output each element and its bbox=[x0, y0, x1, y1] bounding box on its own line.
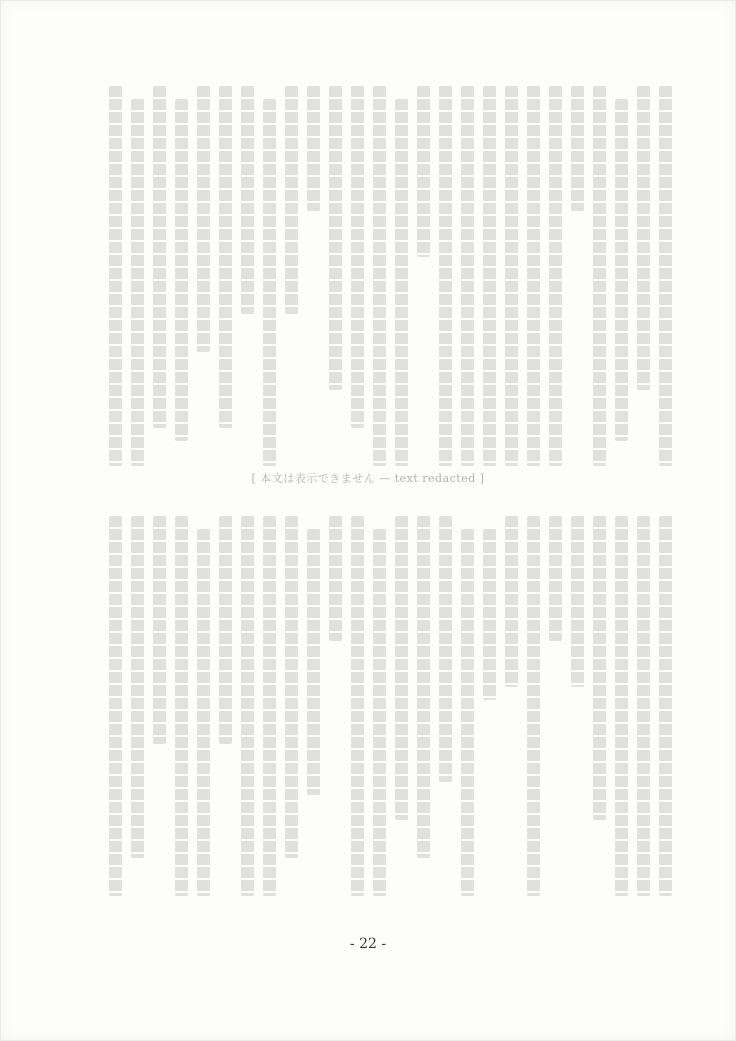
text-column bbox=[329, 86, 342, 390]
redaction-note: [ 本文は表示できません — text redacted ] bbox=[251, 472, 485, 485]
text-column bbox=[329, 516, 342, 641]
text-column bbox=[395, 516, 408, 820]
text-column bbox=[527, 86, 540, 466]
text-column bbox=[483, 86, 496, 466]
text-column bbox=[461, 86, 474, 466]
text-column bbox=[439, 516, 452, 782]
text-column bbox=[395, 99, 408, 466]
text-column bbox=[549, 86, 562, 466]
text-block-top bbox=[109, 86, 672, 466]
text-column bbox=[109, 86, 122, 466]
text-column bbox=[527, 516, 540, 896]
text-column bbox=[571, 516, 584, 687]
text-column bbox=[219, 516, 232, 744]
text-column bbox=[241, 516, 254, 896]
text-column bbox=[571, 86, 584, 211]
text-column bbox=[285, 86, 298, 314]
text-column bbox=[219, 86, 232, 428]
text-column bbox=[505, 86, 518, 466]
text-column bbox=[637, 86, 650, 390]
text-column bbox=[263, 516, 276, 896]
text-column bbox=[615, 516, 628, 896]
text-column bbox=[373, 529, 386, 896]
text-column bbox=[593, 86, 606, 466]
text-column bbox=[615, 99, 628, 441]
text-column bbox=[153, 86, 166, 428]
text-column bbox=[593, 516, 606, 820]
text-column bbox=[175, 516, 188, 896]
text-column bbox=[483, 529, 496, 700]
text-column bbox=[505, 516, 518, 687]
page-number: - 22 - bbox=[349, 936, 387, 952]
text-column bbox=[659, 516, 672, 896]
text-column bbox=[351, 516, 364, 896]
text-column bbox=[351, 86, 364, 428]
text-column bbox=[417, 516, 430, 858]
text-column bbox=[417, 86, 430, 257]
text-block-bottom bbox=[109, 516, 672, 896]
text-column bbox=[241, 86, 254, 314]
text-column bbox=[307, 529, 320, 795]
text-column bbox=[153, 516, 166, 744]
text-column bbox=[131, 516, 144, 858]
text-column bbox=[637, 516, 650, 896]
text-column bbox=[197, 86, 210, 352]
text-column bbox=[659, 86, 672, 466]
text-column bbox=[373, 86, 386, 466]
text-column bbox=[197, 529, 210, 896]
text-column bbox=[263, 99, 276, 466]
text-column bbox=[175, 99, 188, 441]
text-column bbox=[307, 86, 320, 211]
text-column bbox=[461, 529, 474, 896]
text-column bbox=[549, 516, 562, 641]
text-column bbox=[109, 516, 122, 896]
text-column bbox=[439, 86, 452, 466]
text-column bbox=[131, 99, 144, 466]
text-column bbox=[285, 516, 298, 858]
